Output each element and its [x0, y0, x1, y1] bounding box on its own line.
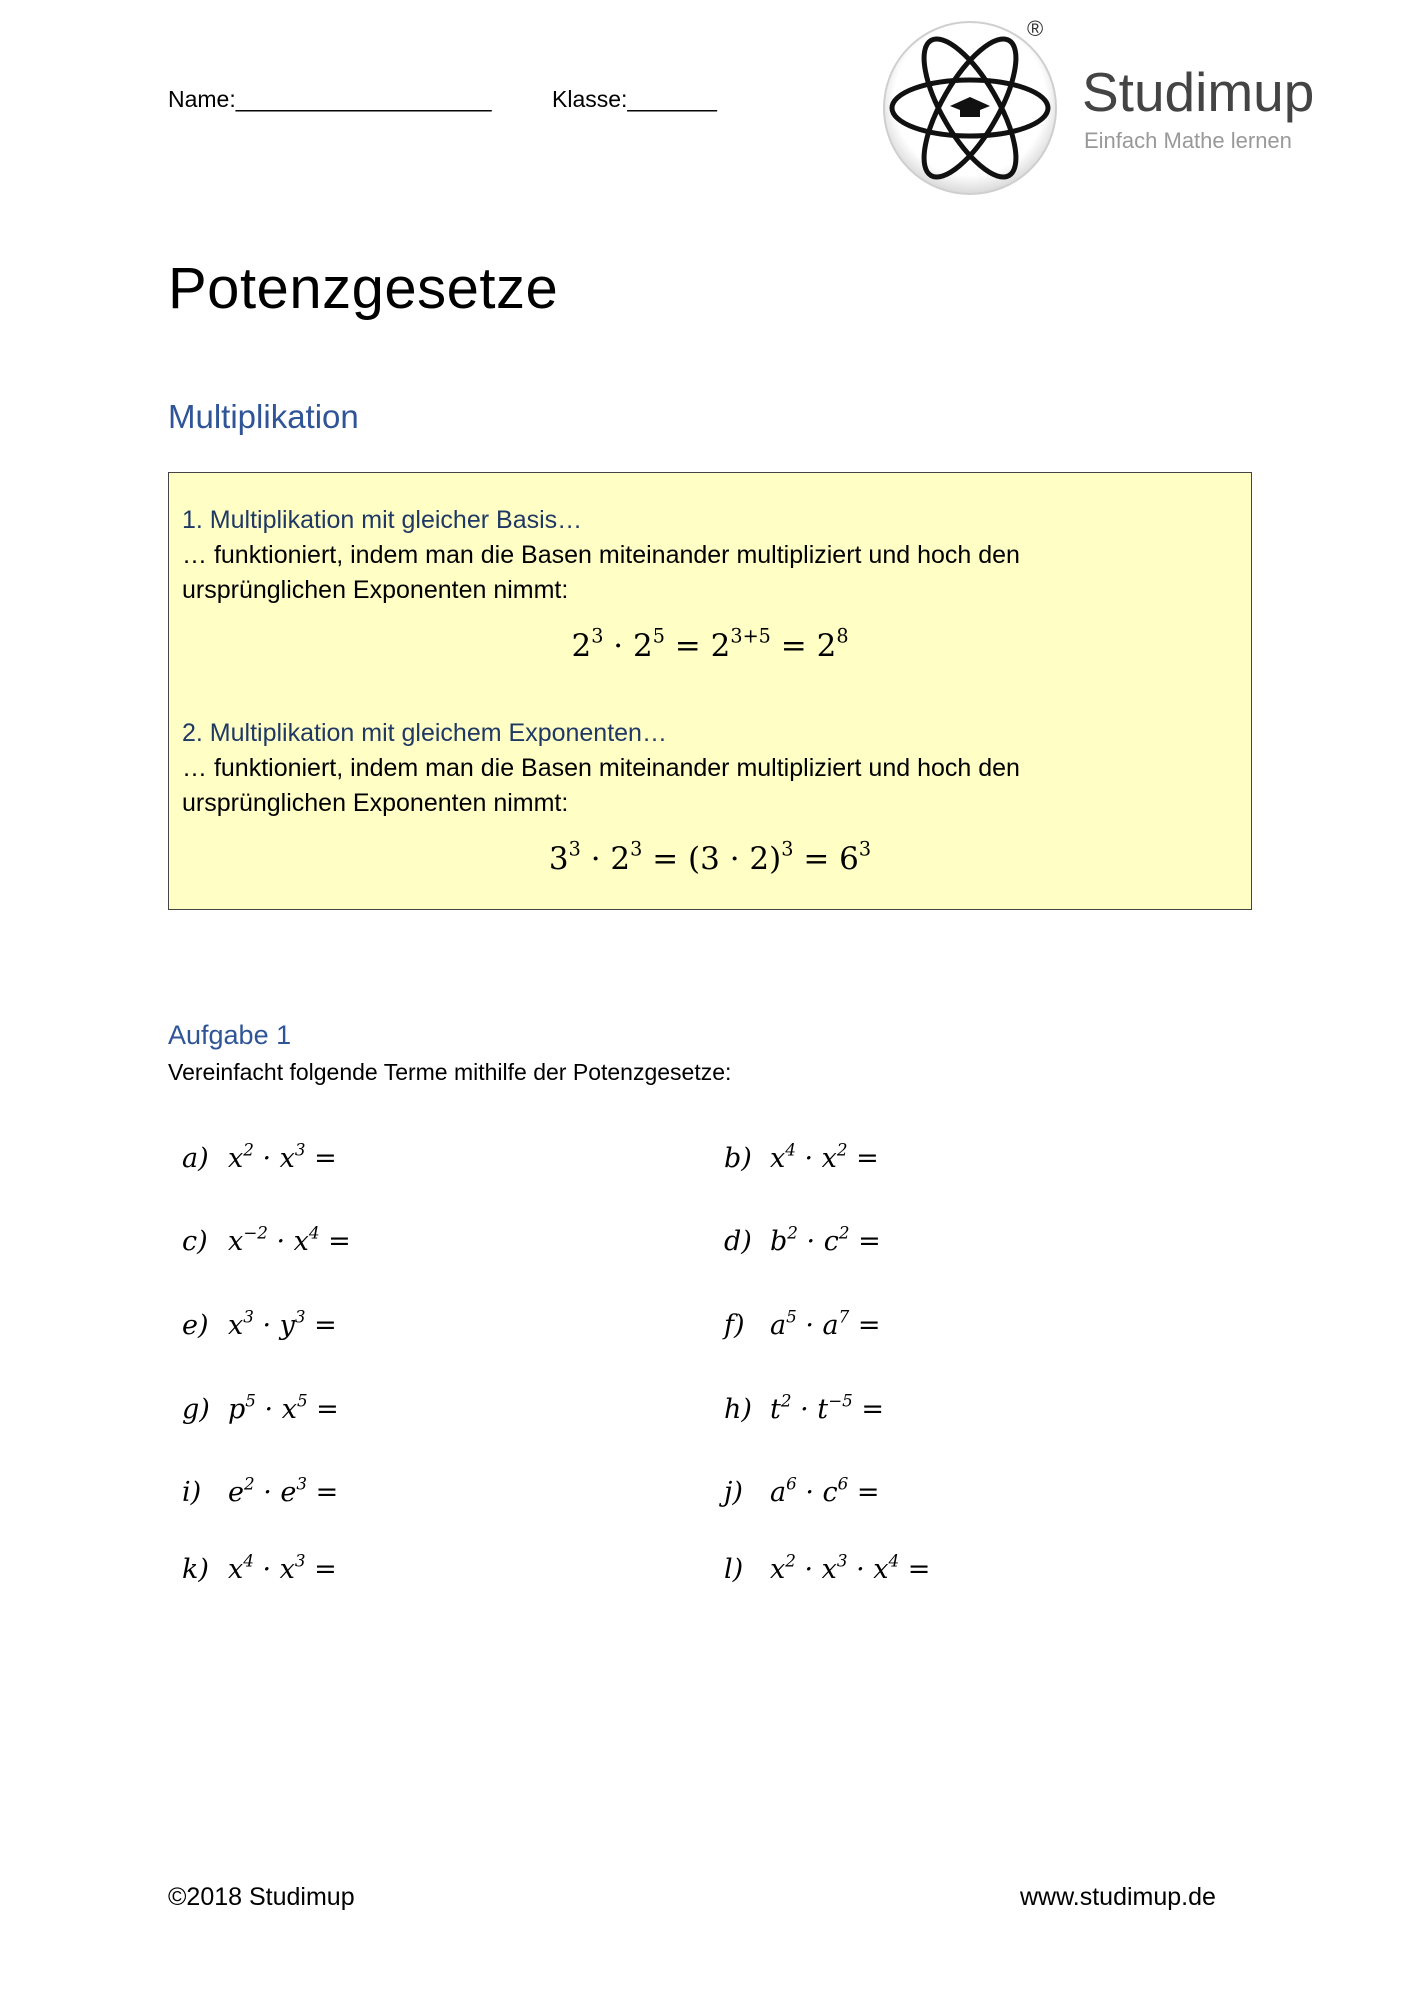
task-expression: $x^3 \cdot y^3$ =	[228, 1306, 337, 1341]
rule1-text-line2: ursprünglichen Exponenten nimmt:	[182, 576, 569, 604]
task-label: h)	[724, 1394, 752, 1425]
task-label: a)	[182, 1143, 209, 1174]
exercise-task	[724, 1222, 881, 1257]
brand-name: Studimup	[1082, 61, 1315, 123]
task-label: c)	[182, 1226, 208, 1257]
task-label: k)	[182, 1554, 209, 1585]
task-label: g)	[182, 1394, 210, 1425]
rule1-text-line1: … funktioniert, indem man die Basen miteinander multipliziert und hoch den	[182, 541, 1020, 569]
exercise-task	[182, 1473, 339, 1508]
task-label: f)	[724, 1310, 745, 1341]
formula-same-base: $2^3 \cdot 2^5 = 2^{3+5} = 2^8$	[571, 624, 849, 664]
registered-mark: ®	[1027, 16, 1044, 41]
rules-box	[168, 472, 1252, 910]
footer-copyright: ©2018 Studimup	[168, 1883, 355, 1911]
task-label: e)	[182, 1310, 209, 1341]
task-expression: $x^2 \cdot x^3 \cdot x^4$ =	[770, 1550, 931, 1585]
section-heading: Multiplikation	[168, 398, 359, 435]
task-expression: $x^{-2} \cdot x^4$ =	[228, 1222, 351, 1257]
task-expression: $x^2 \cdot x^3$ =	[228, 1139, 337, 1174]
formula-same-exponent: $3^3 \cdot 2^3 = (3 \cdot 2)^3 = 6^3$	[548, 837, 872, 877]
exercise-task	[724, 1390, 885, 1425]
task-label: i)	[182, 1477, 202, 1508]
rule1-title: 1. Multiplikation mit gleicher Basis…	[182, 506, 583, 534]
exercise-task	[182, 1550, 337, 1585]
exercise-task	[724, 1473, 880, 1508]
rule2-title: 2. Multiplikation mit gleichem Exponenten…	[182, 719, 667, 747]
exercise-instruction: Vereinfacht folgende Terme mithilfe der Potenzgesetze:	[168, 1059, 732, 1085]
exercise-task	[724, 1139, 879, 1174]
brand-tagline: Einfach Mathe lernen	[1084, 128, 1292, 153]
task-label: b)	[724, 1143, 752, 1174]
rule2-text-line1: … funktioniert, indem man die Basen miteinander multipliziert und hoch den	[182, 754, 1020, 782]
task-expression: $a^6 \cdot c^6$ =	[770, 1473, 880, 1508]
task-label: j)	[724, 1477, 743, 1508]
name-field-label: Name:____________________	[168, 86, 492, 112]
task-expression: $p^5 \cdot x^5$ =	[228, 1390, 339, 1425]
task-expression: $a^5 \cdot a^7$ =	[770, 1306, 881, 1341]
task-expression: $e^2 \cdot e^3$ =	[228, 1473, 339, 1508]
task-label: l)	[724, 1554, 744, 1585]
studimup-atom-logo	[880, 18, 1060, 198]
task-expression: $x^4 \cdot x^3$ =	[228, 1550, 337, 1585]
exercise-task	[182, 1139, 337, 1174]
task-label: d)	[724, 1226, 752, 1257]
exercise-task	[724, 1550, 931, 1585]
task-expression: $t^2 \cdot t^{-5}$ =	[770, 1390, 885, 1425]
page-title: Potenzgesetze	[168, 256, 559, 321]
exercise-task	[182, 1390, 339, 1425]
exercise-task	[182, 1222, 351, 1257]
rule2-text-line2: ursprünglichen Exponenten nimmt:	[182, 789, 569, 817]
exercise-task	[182, 1306, 337, 1341]
exercise-task	[724, 1306, 881, 1341]
task-expression: $x^4 \cdot x^2$ =	[770, 1139, 879, 1174]
klasse-field-label: Klasse:_______	[552, 86, 717, 112]
footer-website: www.studimup.de	[1020, 1883, 1216, 1911]
task-expression: $b^2 \cdot c^2$ =	[770, 1222, 881, 1257]
exercise-title: Aufgabe 1	[168, 1020, 292, 1050]
